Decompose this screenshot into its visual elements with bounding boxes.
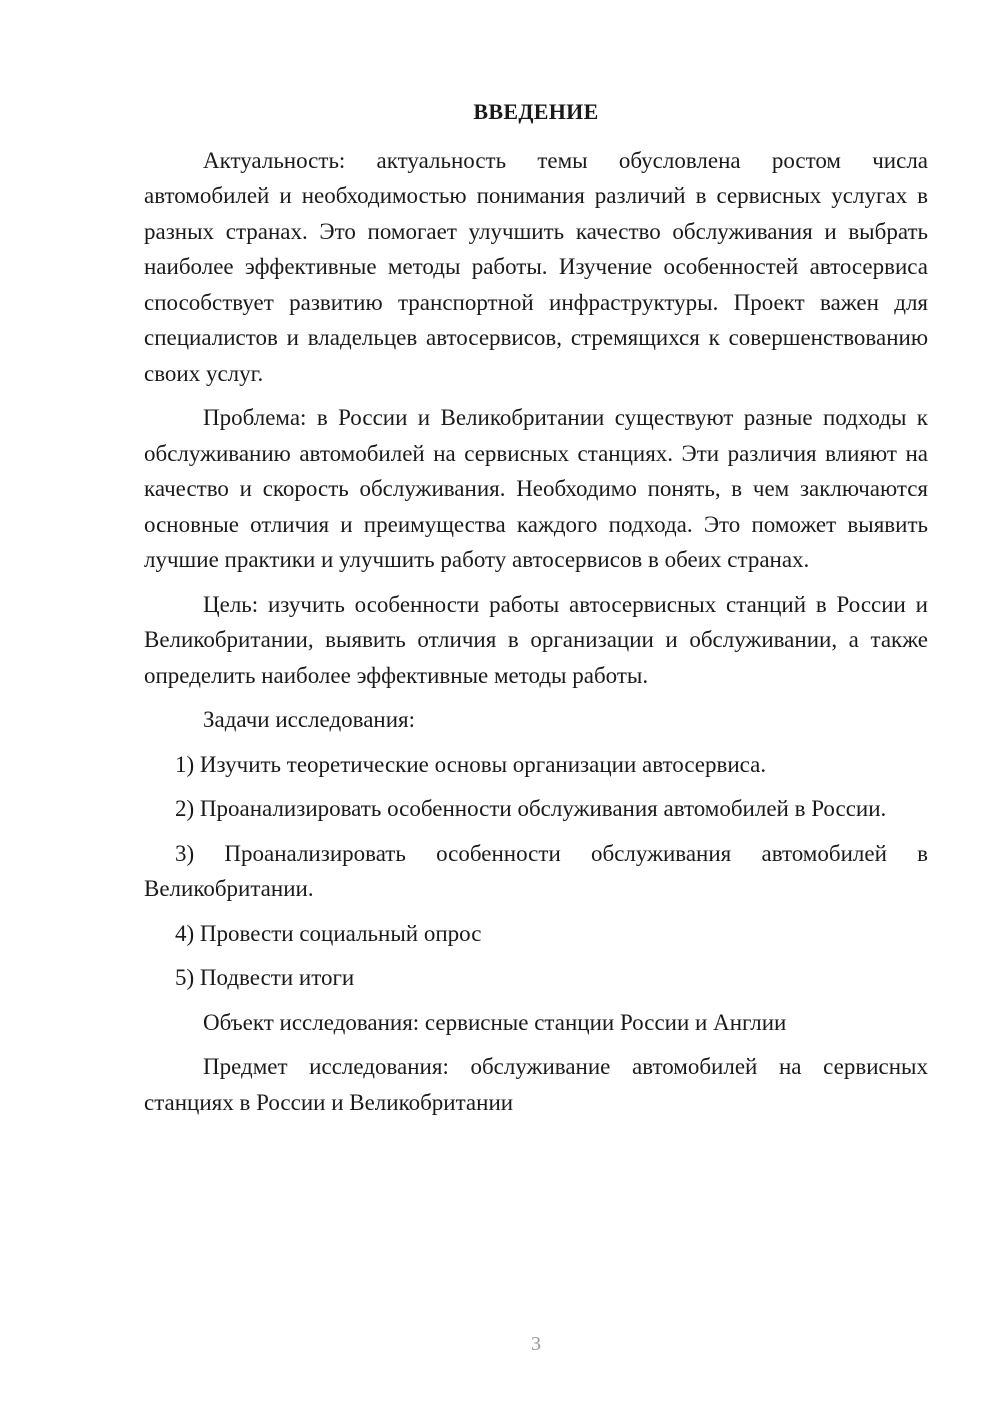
task-item: 3) Проанализировать особенности обслуживания автомобилей в Великобритании. <box>144 840 928 901</box>
subject-paragraph: Предмет исследования: обслуживание автомобилей на сервисных станциях в России и Великобритании <box>144 1054 928 1115</box>
page-content <box>144 94 928 1129</box>
task-item: 5) Подвести итоги <box>175 965 355 990</box>
task-item: 1) Изучить теоретические основы организации автосервиса. <box>175 751 767 777</box>
task-item: 2) Проанализировать особенности обслуживания автомобилей в России. <box>175 796 887 821</box>
goal-paragraph: Цель: изучить особенности работы автосервисных станций в России и Великобритании, выявить отличия в организации и обслуживании, а также определить наиболее эффективные методы работы. <box>144 591 928 688</box>
task-item: 4) Провести социальный опрос <box>175 920 482 946</box>
problem-paragraph: Проблема: в России и Великобритании существуют разные подходы к обслуживанию автомобилей на сервисных станциях. Эти различия влияют на качество и скорость обслуживания. Необходимо понять, в чем заключаются основные отличия и преимущества каждого подхода. Это поможет выявить лучшие практики и улучшить работу автосервисов в обеих странах. <box>144 405 928 572</box>
object-paragraph: Объект исследования: сервисные станции России и Англии <box>203 1009 787 1035</box>
relevance-paragraph: Актуальность: актуальность темы обусловлена ростом числа автомобилей и необходимостью понимания различий в сервисных услугах в разных странах. Это помогает улучшить качество обслуживания и выбрать наиболее эффективные методы работы. Изучение особенностей автосервиса способствует развитию транспортной инфраструктуры. Проект важен для специалистов и владельцев автосервисов, стремящихся к совершенствованию своих услуг. <box>144 147 928 386</box>
section-heading: ВВЕДЕНИЕ <box>473 99 599 124</box>
tasks-title: Задачи исследования: <box>203 707 416 732</box>
page-number: 3 <box>531 1333 541 1355</box>
